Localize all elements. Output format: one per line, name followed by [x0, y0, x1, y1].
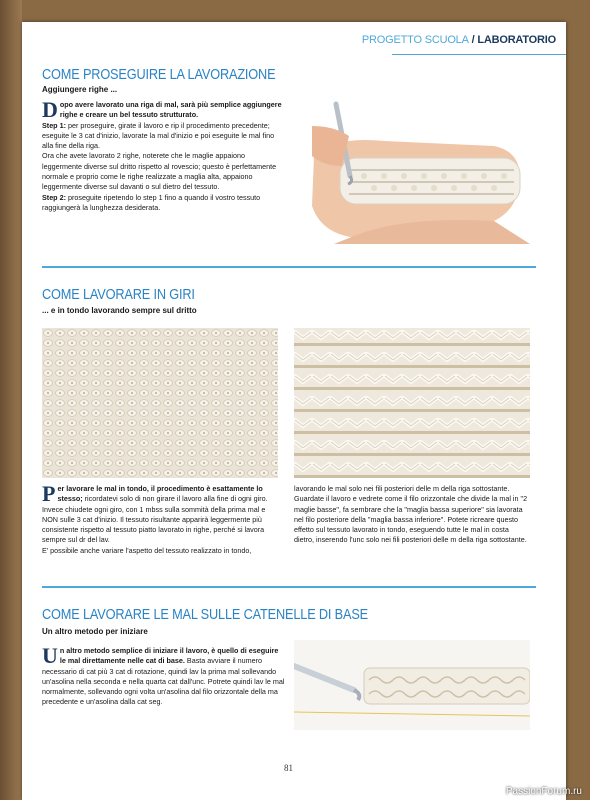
dropcap: U	[42, 643, 58, 668]
photo-crochet-texture-2	[294, 328, 530, 478]
header-section: PROGETTO SCUOLA	[361, 34, 469, 46]
dropcap: P	[42, 481, 56, 506]
section-title-1: COME PROSEGUIRE LA LAVORAZIONE	[42, 66, 276, 83]
section-title-3: COME LAVORARE LE MAL SULLE CATENELLE DI BASE	[42, 606, 369, 623]
dropcap: D	[42, 97, 58, 122]
section-subtitle-1: Aggiungere righe ...	[42, 85, 118, 94]
step-label: Step 1:	[42, 120, 66, 130]
step-label: Step 2:	[42, 192, 66, 202]
step-text: per proseguire, girate il lavoro e rip il procedimento precedente; eseguite le 3 cat d'inizio, lavorate la mal d'inizio e poi eseguite le mal fino alla fine della riga.	[42, 120, 275, 151]
photo-hook-on-chain	[294, 640, 530, 730]
bold-text: er lavorare le mal in tondo, il procedimento è esattamente lo stesso;	[57, 484, 263, 504]
section-divider	[42, 266, 536, 268]
section-1-body	[42, 97, 286, 213]
section-divider	[42, 586, 536, 588]
magazine-page	[22, 22, 566, 800]
watermark: PassionForum.ru	[505, 786, 582, 797]
photo-hand-crochet	[294, 96, 530, 244]
section-2-column-1	[42, 481, 280, 556]
header-rule	[392, 54, 566, 55]
page-number: 81	[284, 763, 293, 773]
section-subtitle-2: ... e in tondo lavorando sempre sul dritto	[42, 306, 197, 315]
header-category: LABORATORIO	[477, 34, 556, 46]
section-title-2: COME LAVORARE IN GIRI	[42, 286, 195, 303]
paragraph: lavorando le mal solo nei fili posteriori delle m della riga sottostante. Guardate il lavoro e vedrete come il filo orizzontale che divide la mal in "2 maglie basse", fa sembrare che la "maglia bassa superiore" sia lavorata nel filo posteriore della "maglia bassa inferiore". Potete ricreare questo effetto sul tessuto lavorato in tondo, eseguendo tutte le mal in costa dietro, inserendo l'unc solo nei fili posteriori delle m della riga sottostante.	[294, 484, 528, 545]
header-separator: /	[468, 34, 478, 46]
photo-crochet-texture-1	[42, 328, 278, 478]
paragraph: ricordatevi solo di non girare il lavoro alla fine di ogni giro. Invece chiudete ogni giro, con 1 mbss sulla sommità della prima mal e NON sulle 3 cat d'inizio. Il tessuto risultante apparirà leggermente più consistente rispetto al tessuto piatto lavorato in righe, perché si lavora sempre sul dr del lav.	[42, 494, 268, 545]
paragraph: Basta avviare il numero necessario di cat più 3 cat di rotazione, quindi lav la prima mal sollevando un'asolina nella seconda e nella quarta cat dall'unc. Potrete quindi lav le mal normalmente, sollevando ogni volta un'asolina dal filo orizzontale della ma precedente e un'asolina dalla cat seg.	[42, 656, 285, 707]
paragraph: E' possibile anche variare l'aspetto del tessuto realizzato in tondo,	[42, 545, 252, 555]
paragraph: Ora che avete lavorato 2 righe, noterete che le maglie appaiono leggermente diverse sul dritto rispetto al rovescio; questo è perfettamente normale e proprio come le righe realizzate a maglia alta, appaiono leggermente diverse sul davanti o sul dietro del tessuto.	[42, 151, 277, 192]
intro-text: opo avere lavorato una riga di mal, sarà più semplice aggiungere righe e creare un bel tessuto strutturato.	[59, 100, 282, 120]
step-text: proseguite ripetendo lo step 1 fino a quando il vostro tessuto raggiungerà la lunghezza desiderata.	[42, 192, 261, 212]
bold-text: n altro metodo semplice di iniziare il lavoro, è quello di eseguire le mal direttamente nelle cat di base.	[59, 646, 279, 666]
section-subtitle-3: Un altro metodo per iniziare	[42, 627, 148, 636]
section-3-body	[42, 643, 286, 708]
section-2-column-2	[294, 484, 530, 546]
running-header	[362, 34, 556, 46]
background-strip	[0, 0, 22, 800]
